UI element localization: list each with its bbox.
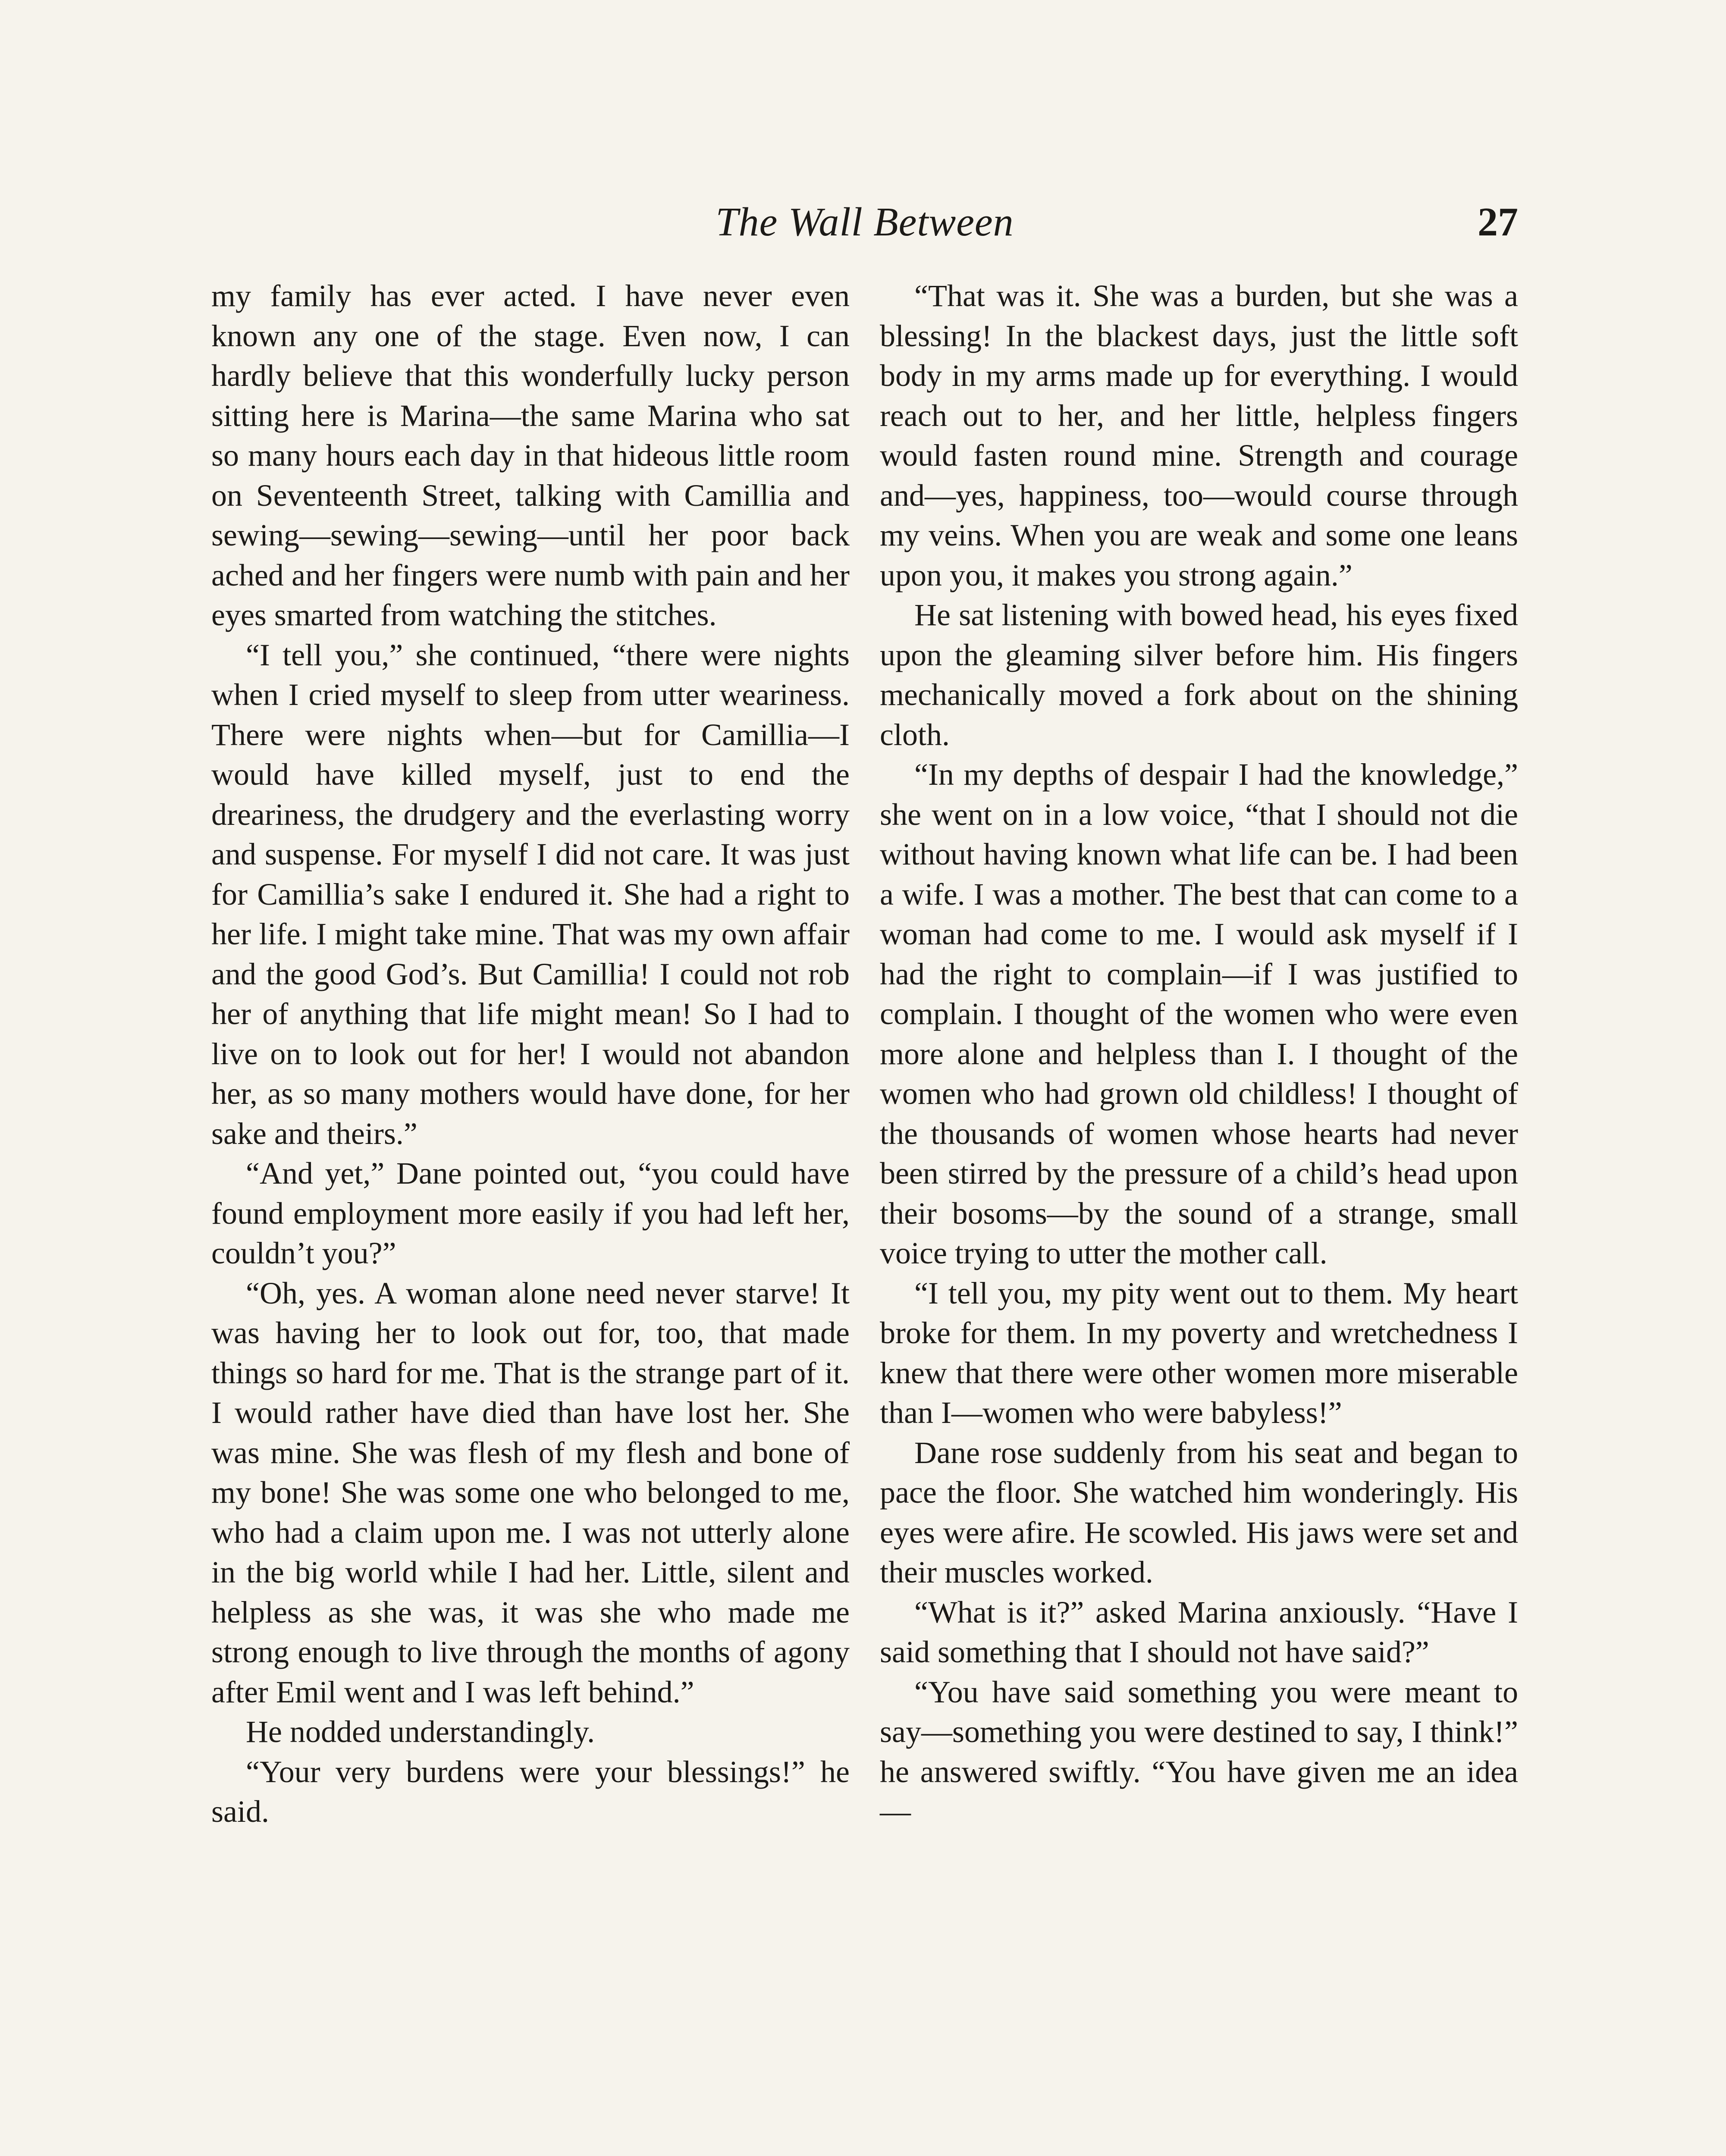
paragraph: my family has ever acted. I have never even known any one of the stage. Even now, I can hardly believe that this wonderfully lucky person sitting here is Marina—the same Marina who sat so many hours each day in that hideous little room on Seventeenth Street, talking with Camillia and sewing—sewing—sewing—until her poor back ached and her fingers were numb with pain and her eyes smarted from watching the stitches. — [211, 279, 850, 632]
paragraph: He sat listening with bowed head, his eyes fixed upon the gleaming silver before him. His fingers mechanically moved a fork about on the shining cloth. — [880, 598, 1518, 752]
paragraph: “Oh, yes. A woman alone need never starve! It was having her to look out for, too, that made things so hard for me. That is the strange part of it. I would rather have died than have lost her. She was mine. She was flesh of my flesh and bone of my bone! She was some one who belonged to me, who had a claim upon me. I was not utterly alone in the big world while I had her. Little, silent and helpless as she was, it was she who made me strong enough to live through the months of agony after Emil went and I was left behind.” — [211, 1275, 850, 1709]
paragraph: “I tell you,” she continued, “there were nights when I cried myself to sleep from utter weariness. There were nights when—but for Camillia—I would have killed myself, just to end the dreariness, the drudgery and the everlasting worry and suspense. For myself I did not care. It was just for Camillia’s sake I endured it. She had a right to her life. I might take mine. That was my own affair and the good God’s. But Camillia! I could not rob her of anything that life might mean! So I had to live on to look out for her! I would not abandon her, as so many mothers would have done, for her sake and theirs.” — [211, 637, 850, 1151]
right-column — [880, 276, 1518, 1832]
paragraph: “In my depths of despair I had the knowledge,” she went on in a low voice, “that I should not die without having known what life can be. I had been a wife. I was a mother. The best that can come to a woman had come to me. I would ask myself if I had the right to complain—if I was justified to complain. I thought of the women who were even more alone and helpless than I. I thought of the women who had grown old childless! I thought of the thousands of women whose hearts had never been stirred by the pressure of a child’s head upon their bosoms—by the sound of a strange, small voice trying to utter the mother call. — [880, 757, 1518, 1270]
left-column — [211, 276, 850, 1832]
page-header — [211, 194, 1518, 259]
page-number: 27 — [1478, 200, 1518, 244]
paragraph: “You have said something you were meant to say—something you were destined to say, I think!” he answered swiftly. “You have given me an idea— — [880, 1674, 1518, 1829]
paragraph: “I tell you, my pity went out to them. My heart broke for them. In my poverty and wretchedness I knew that there were other women more miserable than I—women who were babyless!” — [880, 1275, 1518, 1430]
paragraph: He nodded understandingly. — [246, 1714, 595, 1749]
running-title: The Wall Between — [716, 200, 1014, 244]
paragraph: Dane rose suddenly from his seat and began to pace the floor. She watched him wonderingly. His eyes were afire. He scowled. His jaws were set and their muscles worked. — [880, 1435, 1518, 1589]
paragraph: “And yet,” Dane pointed out, “you could have found employment more easily if you had left her, couldn’t you?” — [211, 1156, 850, 1270]
paragraph: “What is it?” asked Marina anxiously. “Have I said something that I should not have said?” — [880, 1595, 1518, 1669]
paragraph: “That was it. She was a burden, but she was a blessing! In the blackest days, just the little soft body in my arms made up for everything. I would reach out to her, and her little, helpless fingers would fasten round mine. Strength and courage and—yes, happiness, too—would course through my veins. When you are weak and some one leans upon you, it makes you strong again.” — [880, 279, 1518, 592]
paragraph: “Your very burdens were your blessings!” he said. — [211, 1754, 850, 1829]
